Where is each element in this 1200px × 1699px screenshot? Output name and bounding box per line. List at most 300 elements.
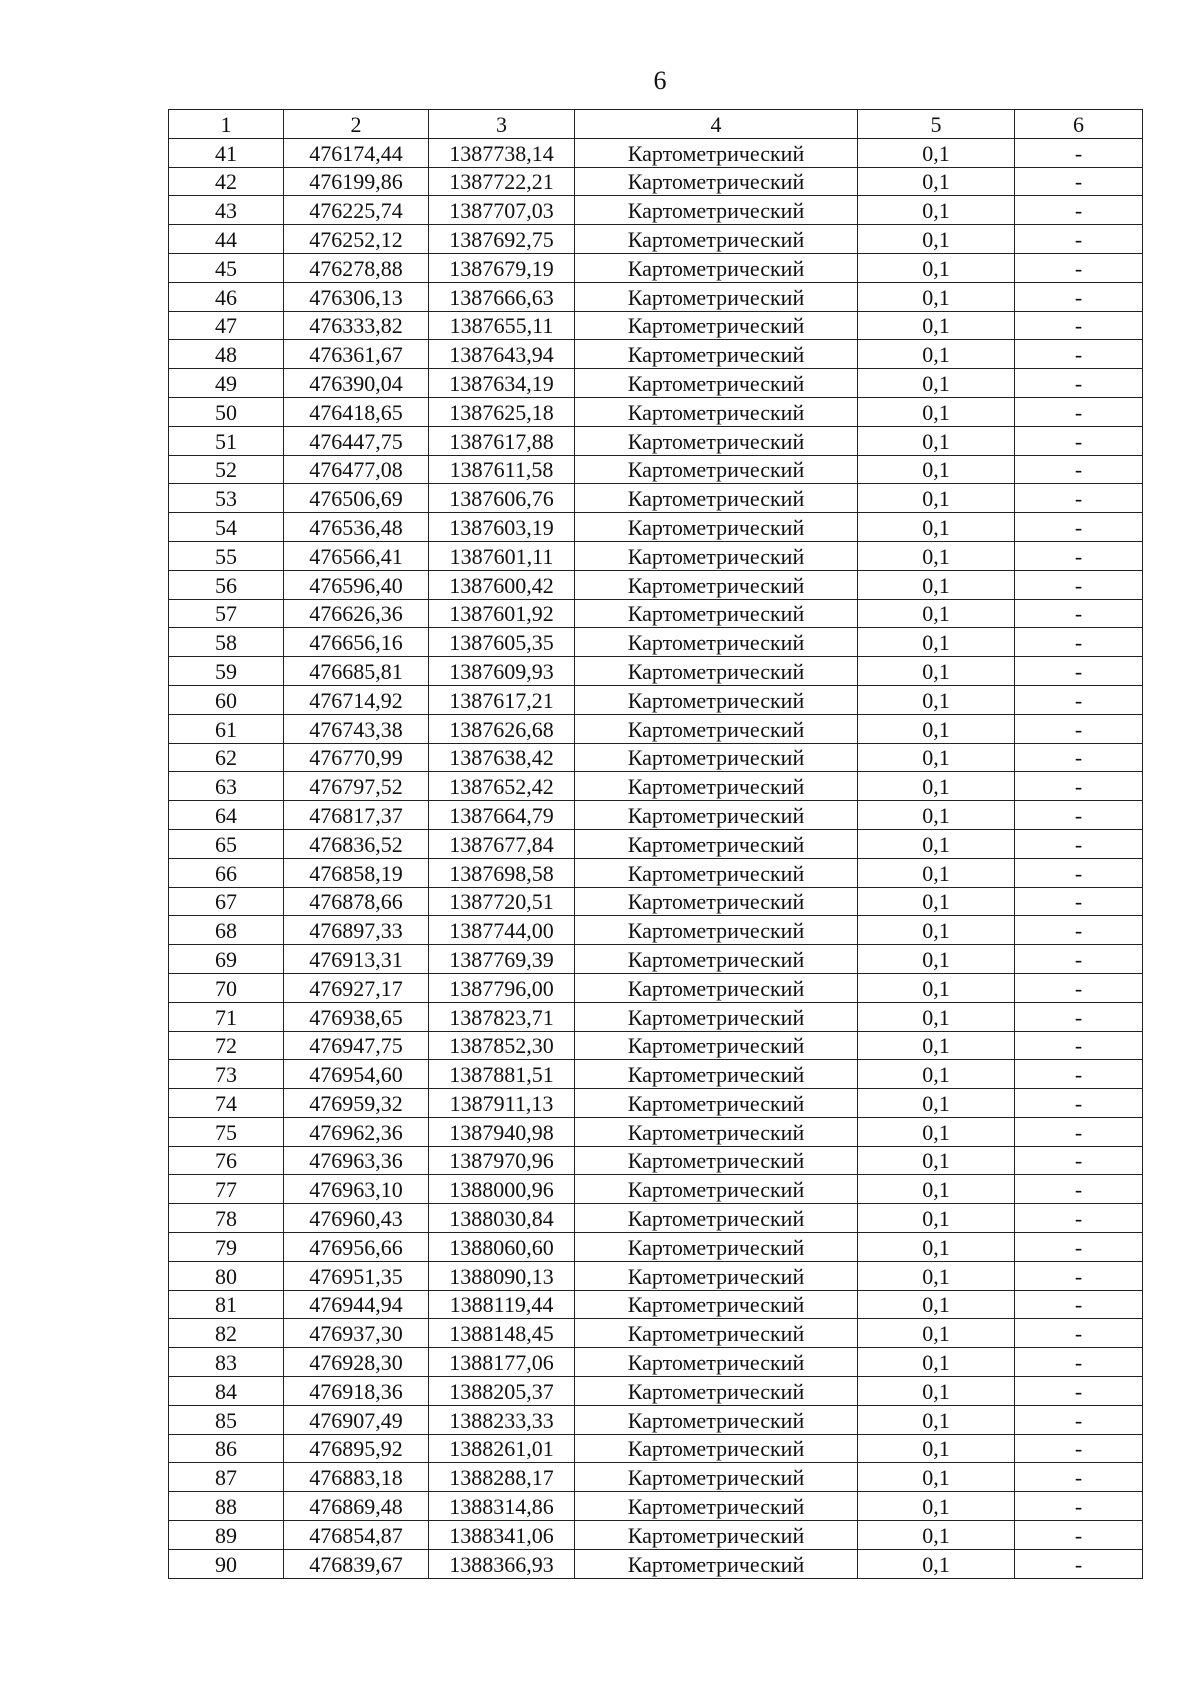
y-coordinate-cell: 1387744,00 — [429, 916, 575, 945]
method-cell: Картометрический — [575, 1117, 858, 1146]
method-cell: Картометрический — [575, 167, 858, 196]
accuracy-cell: 0,1 — [858, 167, 1015, 196]
method-cell: Картометрический — [575, 426, 858, 455]
description-cell: - — [1015, 858, 1143, 887]
accuracy-cell: 0,1 — [858, 1319, 1015, 1348]
x-coordinate-cell: 476306,13 — [284, 282, 429, 311]
method-cell: Картометрический — [575, 1060, 858, 1089]
x-coordinate-cell: 476797,52 — [284, 772, 429, 801]
table-row — [169, 1319, 1143, 1348]
table-row — [169, 1492, 1143, 1521]
y-coordinate-cell: 1387823,71 — [429, 1002, 575, 1031]
point-number-cell: 78 — [169, 1204, 284, 1233]
table-row — [169, 196, 1143, 225]
y-coordinate-cell: 1388261,01 — [429, 1434, 575, 1463]
table-row — [169, 311, 1143, 340]
y-coordinate-cell: 1387617,88 — [429, 426, 575, 455]
accuracy-cell: 0,1 — [858, 484, 1015, 513]
x-coordinate-cell: 476927,17 — [284, 973, 429, 1002]
method-cell: Картометрический — [575, 714, 858, 743]
x-coordinate-cell: 476858,19 — [284, 858, 429, 887]
point-number-cell: 74 — [169, 1089, 284, 1118]
accuracy-cell: 0,1 — [858, 743, 1015, 772]
method-cell: Картометрический — [575, 282, 858, 311]
table-row — [169, 657, 1143, 686]
y-coordinate-cell: 1387796,00 — [429, 973, 575, 1002]
point-number-cell: 55 — [169, 541, 284, 570]
description-cell: - — [1015, 541, 1143, 570]
description-cell: - — [1015, 1002, 1143, 1031]
accuracy-cell: 0,1 — [858, 570, 1015, 599]
description-cell: - — [1015, 657, 1143, 686]
x-coordinate-cell: 476252,12 — [284, 225, 429, 254]
accuracy-cell: 0,1 — [858, 1377, 1015, 1406]
description-cell: - — [1015, 1060, 1143, 1089]
x-coordinate-cell: 476361,67 — [284, 340, 429, 369]
description-cell: - — [1015, 1463, 1143, 1492]
table-row — [169, 1521, 1143, 1550]
y-coordinate-cell: 1388233,33 — [429, 1405, 575, 1434]
x-coordinate-cell: 476536,48 — [284, 513, 429, 542]
method-cell: Картометрический — [575, 541, 858, 570]
x-coordinate-cell: 476951,35 — [284, 1261, 429, 1290]
table-row — [169, 1146, 1143, 1175]
y-coordinate-cell: 1387738,14 — [429, 138, 575, 167]
method-cell: Картометрический — [575, 743, 858, 772]
x-coordinate-cell: 476199,86 — [284, 167, 429, 196]
accuracy-cell: 0,1 — [858, 772, 1015, 801]
accuracy-cell: 0,1 — [858, 1348, 1015, 1377]
point-number-cell: 58 — [169, 628, 284, 657]
table-row — [169, 1002, 1143, 1031]
method-cell: Картометрический — [575, 1377, 858, 1406]
point-number-cell: 89 — [169, 1521, 284, 1550]
method-cell: Картометрический — [575, 484, 858, 513]
point-number-cell: 77 — [169, 1175, 284, 1204]
x-coordinate-cell: 476225,74 — [284, 196, 429, 225]
method-cell: Картометрический — [575, 628, 858, 657]
description-cell: - — [1015, 973, 1143, 1002]
description-cell: - — [1015, 945, 1143, 974]
table-row — [169, 225, 1143, 254]
method-cell: Картометрический — [575, 657, 858, 686]
x-coordinate-cell: 476954,60 — [284, 1060, 429, 1089]
method-cell: Картометрический — [575, 513, 858, 542]
accuracy-cell: 0,1 — [858, 426, 1015, 455]
x-coordinate-cell: 476897,33 — [284, 916, 429, 945]
accuracy-cell: 0,1 — [858, 1261, 1015, 1290]
x-coordinate-cell: 476937,30 — [284, 1319, 429, 1348]
description-cell: - — [1015, 426, 1143, 455]
method-cell: Картометрический — [575, 1549, 858, 1578]
description-cell: - — [1015, 1377, 1143, 1406]
method-cell: Картометрический — [575, 311, 858, 340]
table-row — [169, 1405, 1143, 1434]
point-number-cell: 49 — [169, 369, 284, 398]
x-coordinate-cell: 476770,99 — [284, 743, 429, 772]
table-header-row — [169, 110, 1143, 139]
point-number-cell: 50 — [169, 397, 284, 426]
method-cell: Картометрический — [575, 1434, 858, 1463]
method-cell: Картометрический — [575, 829, 858, 858]
table-row — [169, 1290, 1143, 1319]
table-row — [169, 484, 1143, 513]
table-row — [169, 916, 1143, 945]
method-cell: Картометрический — [575, 599, 858, 628]
description-cell: - — [1015, 1117, 1143, 1146]
description-cell: - — [1015, 1146, 1143, 1175]
point-number-cell: 65 — [169, 829, 284, 858]
y-coordinate-cell: 1387664,79 — [429, 801, 575, 830]
description-cell: - — [1015, 570, 1143, 599]
point-number-cell: 83 — [169, 1348, 284, 1377]
y-coordinate-cell: 1387625,18 — [429, 397, 575, 426]
point-number-cell: 52 — [169, 455, 284, 484]
method-cell: Картометрический — [575, 1089, 858, 1118]
method-cell: Картометрический — [575, 1233, 858, 1262]
accuracy-cell: 0,1 — [858, 1089, 1015, 1118]
x-coordinate-cell: 476963,36 — [284, 1146, 429, 1175]
y-coordinate-cell: 1387852,30 — [429, 1031, 575, 1060]
point-number-cell: 75 — [169, 1117, 284, 1146]
accuracy-cell: 0,1 — [858, 369, 1015, 398]
y-coordinate-cell: 1387769,39 — [429, 945, 575, 974]
accuracy-cell: 0,1 — [858, 253, 1015, 282]
table-row — [169, 1377, 1143, 1406]
accuracy-cell: 0,1 — [858, 1434, 1015, 1463]
table-row — [169, 858, 1143, 887]
y-coordinate-cell: 1387911,13 — [429, 1089, 575, 1118]
table-row — [169, 1463, 1143, 1492]
y-coordinate-cell: 1387881,51 — [429, 1060, 575, 1089]
y-coordinate-cell: 1387720,51 — [429, 887, 575, 916]
point-number-cell: 85 — [169, 1405, 284, 1434]
page-number: 6 — [653, 66, 667, 95]
y-coordinate-cell: 1387609,93 — [429, 657, 575, 686]
x-coordinate-cell: 476895,92 — [284, 1434, 429, 1463]
method-cell: Картометрический — [575, 1492, 858, 1521]
x-coordinate-cell: 476566,41 — [284, 541, 429, 570]
x-coordinate-cell: 476854,87 — [284, 1521, 429, 1550]
description-cell: - — [1015, 369, 1143, 398]
description-cell: - — [1015, 887, 1143, 916]
x-coordinate-cell: 476626,36 — [284, 599, 429, 628]
y-coordinate-cell: 1388060,60 — [429, 1233, 575, 1262]
accuracy-cell: 0,1 — [858, 1060, 1015, 1089]
x-coordinate-cell: 476918,36 — [284, 1377, 429, 1406]
table-row — [169, 714, 1143, 743]
y-coordinate-cell: 1388119,44 — [429, 1290, 575, 1319]
accuracy-cell: 0,1 — [858, 397, 1015, 426]
x-coordinate-cell: 476836,52 — [284, 829, 429, 858]
table-row — [169, 340, 1143, 369]
x-coordinate-cell: 476447,75 — [284, 426, 429, 455]
description-cell: - — [1015, 484, 1143, 513]
x-coordinate-cell: 476907,49 — [284, 1405, 429, 1434]
point-number-cell: 64 — [169, 801, 284, 830]
y-coordinate-cell: 1387666,63 — [429, 282, 575, 311]
y-coordinate-cell: 1387638,42 — [429, 743, 575, 772]
column-header: 4 — [575, 110, 858, 139]
point-number-cell: 71 — [169, 1002, 284, 1031]
point-number-cell: 81 — [169, 1290, 284, 1319]
table-row — [169, 628, 1143, 657]
accuracy-cell: 0,1 — [858, 916, 1015, 945]
accuracy-cell: 0,1 — [858, 945, 1015, 974]
point-number-cell: 67 — [169, 887, 284, 916]
accuracy-cell: 0,1 — [858, 887, 1015, 916]
point-number-cell: 68 — [169, 916, 284, 945]
x-coordinate-cell: 476418,65 — [284, 397, 429, 426]
point-number-cell: 62 — [169, 743, 284, 772]
accuracy-cell: 0,1 — [858, 801, 1015, 830]
point-number-cell: 51 — [169, 426, 284, 455]
description-cell: - — [1015, 801, 1143, 830]
point-number-cell: 82 — [169, 1319, 284, 1348]
y-coordinate-cell: 1387606,76 — [429, 484, 575, 513]
y-coordinate-cell: 1388148,45 — [429, 1319, 575, 1348]
description-cell: - — [1015, 1492, 1143, 1521]
method-cell: Картометрический — [575, 1319, 858, 1348]
point-number-cell: 41 — [169, 138, 284, 167]
x-coordinate-cell: 476714,92 — [284, 685, 429, 714]
table-row — [169, 1089, 1143, 1118]
y-coordinate-cell: 1387617,21 — [429, 685, 575, 714]
table-row — [169, 138, 1143, 167]
x-coordinate-cell: 476656,16 — [284, 628, 429, 657]
y-coordinate-cell: 1387707,03 — [429, 196, 575, 225]
description-cell: - — [1015, 397, 1143, 426]
accuracy-cell: 0,1 — [858, 714, 1015, 743]
y-coordinate-cell: 1388314,86 — [429, 1492, 575, 1521]
description-cell: - — [1015, 1434, 1143, 1463]
x-coordinate-cell: 476685,81 — [284, 657, 429, 686]
method-cell: Картометрический — [575, 570, 858, 599]
table-row — [169, 167, 1143, 196]
description-cell: - — [1015, 1405, 1143, 1434]
method-cell: Картометрический — [575, 1261, 858, 1290]
table-row — [169, 397, 1143, 426]
point-number-cell: 45 — [169, 253, 284, 282]
y-coordinate-cell: 1387600,42 — [429, 570, 575, 599]
table-row — [169, 1261, 1143, 1290]
point-number-cell: 87 — [169, 1463, 284, 1492]
description-cell: - — [1015, 829, 1143, 858]
description-cell: - — [1015, 340, 1143, 369]
y-coordinate-cell: 1388090,13 — [429, 1261, 575, 1290]
accuracy-cell: 0,1 — [858, 513, 1015, 542]
column-header: 2 — [284, 110, 429, 139]
method-cell: Картометрический — [575, 801, 858, 830]
y-coordinate-cell: 1388000,96 — [429, 1175, 575, 1204]
x-coordinate-cell: 476947,75 — [284, 1031, 429, 1060]
point-number-cell: 60 — [169, 685, 284, 714]
description-cell: - — [1015, 743, 1143, 772]
description-cell: - — [1015, 455, 1143, 484]
point-number-cell: 53 — [169, 484, 284, 513]
x-coordinate-cell: 476817,37 — [284, 801, 429, 830]
table-row — [169, 282, 1143, 311]
point-number-cell: 69 — [169, 945, 284, 974]
y-coordinate-cell: 1387601,11 — [429, 541, 575, 570]
table-row — [169, 426, 1143, 455]
x-coordinate-cell: 476878,66 — [284, 887, 429, 916]
x-coordinate-cell: 476333,82 — [284, 311, 429, 340]
accuracy-cell: 0,1 — [858, 1117, 1015, 1146]
description-cell: - — [1015, 772, 1143, 801]
accuracy-cell: 0,1 — [858, 311, 1015, 340]
x-coordinate-cell: 476883,18 — [284, 1463, 429, 1492]
y-coordinate-cell: 1387626,68 — [429, 714, 575, 743]
x-coordinate-cell: 476962,36 — [284, 1117, 429, 1146]
table-row — [169, 801, 1143, 830]
method-cell: Картометрический — [575, 1521, 858, 1550]
point-number-cell: 61 — [169, 714, 284, 743]
accuracy-cell: 0,1 — [858, 1521, 1015, 1550]
table-row — [169, 1117, 1143, 1146]
description-cell: - — [1015, 196, 1143, 225]
table-row — [169, 1204, 1143, 1233]
description-cell: - — [1015, 599, 1143, 628]
accuracy-cell: 0,1 — [858, 1405, 1015, 1434]
column-header: 1 — [169, 110, 284, 139]
y-coordinate-cell: 1388366,93 — [429, 1549, 575, 1578]
table-row — [169, 1434, 1143, 1463]
point-number-cell: 72 — [169, 1031, 284, 1060]
point-number-cell: 57 — [169, 599, 284, 628]
y-coordinate-cell: 1387611,58 — [429, 455, 575, 484]
x-coordinate-cell: 476278,88 — [284, 253, 429, 282]
method-cell: Картометрический — [575, 397, 858, 426]
y-coordinate-cell: 1387970,96 — [429, 1146, 575, 1175]
table-row — [169, 455, 1143, 484]
accuracy-cell: 0,1 — [858, 1463, 1015, 1492]
x-coordinate-cell: 476956,66 — [284, 1233, 429, 1262]
x-coordinate-cell: 476743,38 — [284, 714, 429, 743]
point-number-cell: 84 — [169, 1377, 284, 1406]
accuracy-cell: 0,1 — [858, 225, 1015, 254]
point-number-cell: 63 — [169, 772, 284, 801]
description-cell: - — [1015, 1233, 1143, 1262]
method-cell: Картометрический — [575, 973, 858, 1002]
x-coordinate-cell: 476477,08 — [284, 455, 429, 484]
point-number-cell: 79 — [169, 1233, 284, 1262]
point-number-cell: 59 — [169, 657, 284, 686]
point-number-cell: 56 — [169, 570, 284, 599]
accuracy-cell: 0,1 — [858, 657, 1015, 686]
accuracy-cell: 0,1 — [858, 1233, 1015, 1262]
table-body — [169, 138, 1143, 1578]
description-cell: - — [1015, 1175, 1143, 1204]
table-row — [169, 1175, 1143, 1204]
column-header: 5 — [858, 110, 1015, 139]
description-cell: - — [1015, 1089, 1143, 1118]
y-coordinate-cell: 1388341,06 — [429, 1521, 575, 1550]
method-cell: Картометрический — [575, 1031, 858, 1060]
point-number-cell: 80 — [169, 1261, 284, 1290]
description-cell: - — [1015, 253, 1143, 282]
column-header: 6 — [1015, 110, 1143, 139]
y-coordinate-cell: 1387605,35 — [429, 628, 575, 657]
accuracy-cell: 0,1 — [858, 1002, 1015, 1031]
table-row — [169, 369, 1143, 398]
x-coordinate-cell: 476174,44 — [284, 138, 429, 167]
accuracy-cell: 0,1 — [858, 541, 1015, 570]
accuracy-cell: 0,1 — [858, 1549, 1015, 1578]
x-coordinate-cell: 476839,67 — [284, 1549, 429, 1578]
y-coordinate-cell: 1387692,75 — [429, 225, 575, 254]
point-number-cell: 86 — [169, 1434, 284, 1463]
method-cell: Картометрический — [575, 887, 858, 916]
method-cell: Картометрический — [575, 1175, 858, 1204]
y-coordinate-cell: 1387698,58 — [429, 858, 575, 887]
table-row — [169, 599, 1143, 628]
y-coordinate-cell: 1387655,11 — [429, 311, 575, 340]
method-cell: Картометрический — [575, 916, 858, 945]
method-cell: Картометрический — [575, 1290, 858, 1319]
x-coordinate-cell: 476869,48 — [284, 1492, 429, 1521]
method-cell: Картометрический — [575, 858, 858, 887]
coordinates-table — [168, 109, 1143, 1579]
y-coordinate-cell: 1388030,84 — [429, 1204, 575, 1233]
table-row — [169, 541, 1143, 570]
method-cell: Картометрический — [575, 1002, 858, 1031]
description-cell: - — [1015, 1204, 1143, 1233]
method-cell: Картометрический — [575, 772, 858, 801]
x-coordinate-cell: 476960,43 — [284, 1204, 429, 1233]
description-cell: - — [1015, 685, 1143, 714]
y-coordinate-cell: 1387940,98 — [429, 1117, 575, 1146]
point-number-cell: 70 — [169, 973, 284, 1002]
accuracy-cell: 0,1 — [858, 282, 1015, 311]
x-coordinate-cell: 476506,69 — [284, 484, 429, 513]
description-cell: - — [1015, 1521, 1143, 1550]
method-cell: Картометрический — [575, 138, 858, 167]
method-cell: Картометрический — [575, 369, 858, 398]
accuracy-cell: 0,1 — [858, 1031, 1015, 1060]
method-cell: Картометрический — [575, 225, 858, 254]
accuracy-cell: 0,1 — [858, 196, 1015, 225]
x-coordinate-cell: 476596,40 — [284, 570, 429, 599]
table-row — [169, 1348, 1143, 1377]
accuracy-cell: 0,1 — [858, 1175, 1015, 1204]
method-cell: Картометрический — [575, 1405, 858, 1434]
description-cell: - — [1015, 714, 1143, 743]
x-coordinate-cell: 476944,94 — [284, 1290, 429, 1319]
y-coordinate-cell: 1388288,17 — [429, 1463, 575, 1492]
table-row — [169, 1031, 1143, 1060]
table-row — [169, 973, 1143, 1002]
y-coordinate-cell: 1388205,37 — [429, 1377, 575, 1406]
table-row — [169, 1233, 1143, 1262]
description-cell: - — [1015, 167, 1143, 196]
method-cell: Картометрический — [575, 945, 858, 974]
method-cell: Картометрический — [575, 1463, 858, 1492]
point-number-cell: 46 — [169, 282, 284, 311]
x-coordinate-cell: 476913,31 — [284, 945, 429, 974]
method-cell: Картометрический — [575, 1348, 858, 1377]
table-row — [169, 685, 1143, 714]
y-coordinate-cell: 1387643,94 — [429, 340, 575, 369]
method-cell: Картометрический — [575, 1146, 858, 1175]
x-coordinate-cell: 476390,04 — [284, 369, 429, 398]
method-cell: Картометрический — [575, 685, 858, 714]
point-number-cell: 54 — [169, 513, 284, 542]
description-cell: - — [1015, 225, 1143, 254]
y-coordinate-cell: 1387722,21 — [429, 167, 575, 196]
description-cell: - — [1015, 1031, 1143, 1060]
table-row — [169, 1060, 1143, 1089]
